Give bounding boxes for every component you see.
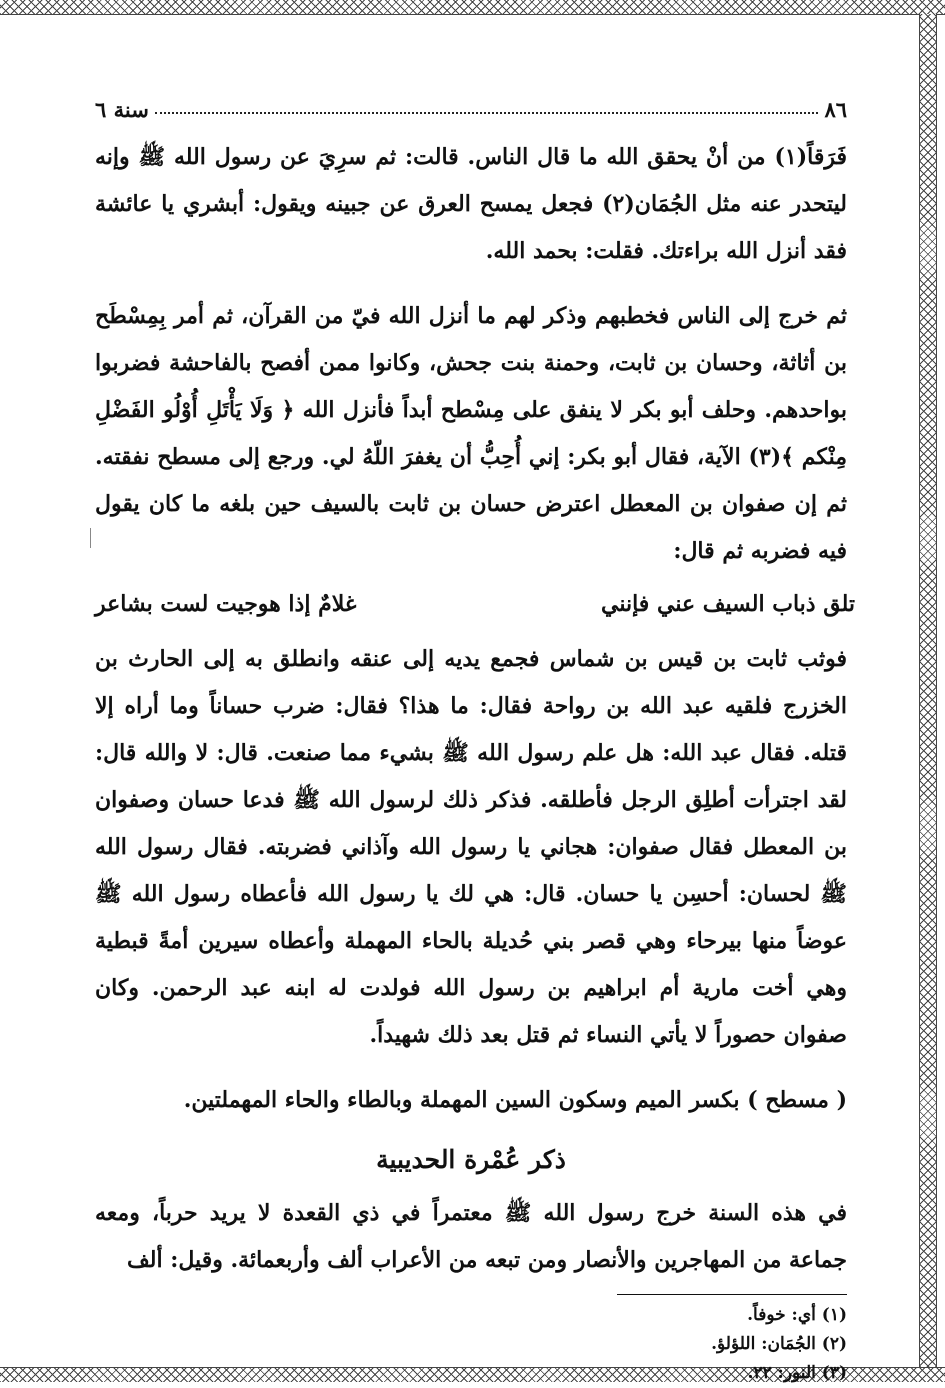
poem-verse bbox=[95, 581, 855, 628]
book-page bbox=[95, 88, 855, 1388]
verse-first-hemistich: تلق ذباب السيف عني فإنني bbox=[601, 591, 855, 617]
running-header bbox=[95, 88, 847, 122]
footnote-2: (٢) الجُمَان: اللؤلؤ. bbox=[711, 1334, 847, 1354]
footnote-1: (١) أي: خوفاً. bbox=[747, 1305, 847, 1325]
paragraph-5: ( مسطح ) بكسر الميم وسكون السين المهملة وبالطاء والحاء المهملتين. bbox=[183, 1087, 847, 1113]
header-dotted-leader bbox=[155, 112, 819, 114]
page-number: ٨٦ bbox=[824, 97, 847, 122]
paragraph-1: فَرَقاً(١) من أنْ يحقق الله ما قال الناس. قالت: ثم سرِيَ عن رسول الله ﷺ وإنه ليتحدر عنه مثل الجُمَان(٢) فجعل يمسح العرق عن جبينه ويقول: أبشري يا عائشة فقد أنزل الله براءتك. فقلت: بحمد الله. bbox=[95, 144, 848, 264]
ornamental-border-top bbox=[0, 0, 945, 15]
paragraph-6: في هذه السنة خرج رسول الله ﷺ معتمراً في ذي القعدة لا يريد حرباً، ومعه جماعة من المهاجرين والأنصار ومن تبعه من الأعراب ألف وأربعمائة. وقيل: ألف bbox=[95, 1200, 847, 1273]
ornamental-border-right bbox=[919, 14, 937, 1367]
paragraph-2: ثم خرج إلى الناس فخطبهم وذكر لهم ما أنزل الله فيّ من القرآن، ثم أمر بِمِسْطَح بن أثاثة، وحسان بن ثابت، وحمنة بنت جحش، وكانوا ممن أفصح بالفاحشة فضربوا بواحدهم. وحلف أبو بكر لا ينفق على مِسْطح أبداً فأنزل الله ﴿ وَلَا يَأْتَلِ أُوْلُو الفَضْلِ مِنْكم ﴾(٣) الآية، فقال أبو بكر: إني أُحِبُّ أن يغفرَ اللّهُ لي. ورجع إلى مسطح نفقته. ثم إن صفوان بن المعطل اعترض حسان بن ثابت بالسيف حين بلغه ما كان يقول فيه فضربه ثم قال: bbox=[95, 303, 847, 564]
footnote-rule bbox=[617, 1294, 847, 1295]
verse-second-hemistich: غلامٌ إذا هوجيت لست بشاعر bbox=[95, 591, 357, 617]
running-title: سنة ٦ bbox=[95, 97, 149, 122]
section-title: ذكر عُمْرة الحديبية bbox=[376, 1145, 566, 1174]
paragraph-4: فوثب ثابت بن قيس بن شماس فجمع يديه إلى عنقه وانطلق به إلى الحارث بن الخزرج فلقيه عبد الله بن رواحة فقال: ما هذا؟ فقال: ضرب حساناً وما أراه إلا قتله. فقال عبد الله: هل علم رسول الله ﷺ بشيء مما صنعت. قال: لا والله قال: لقد اجترأت أطلِق الرجل فأطلقه. فذكر ذلك لرسول الله ﷺ فدعا حسان وصفوان بن المعطل فقال صفوان: هجاني يا رسول الله وآذاني فضربته. فقال رسول الله ﷺ لحسان: أحسِن يا حسان. قال: هي لك يا رسول الله فأعطاه رسول الله ﷺ عوضاً منها بيرحاء وهي قصر بني حُديلة بالحاء المهملة وأعطاه سيرين أمةً قبطية وهي أخت مارية أم ابراهيم بن رسول الله فولدت له ابنه عبد الرحمن. وكان صفوان حصوراً لا يأتي النساء ثم قتل بعد ذلك شهيداً. bbox=[95, 646, 847, 1048]
text-cursor-mark bbox=[90, 528, 91, 548]
footnote-3: (٣) النور: ٢٢. bbox=[747, 1363, 847, 1383]
